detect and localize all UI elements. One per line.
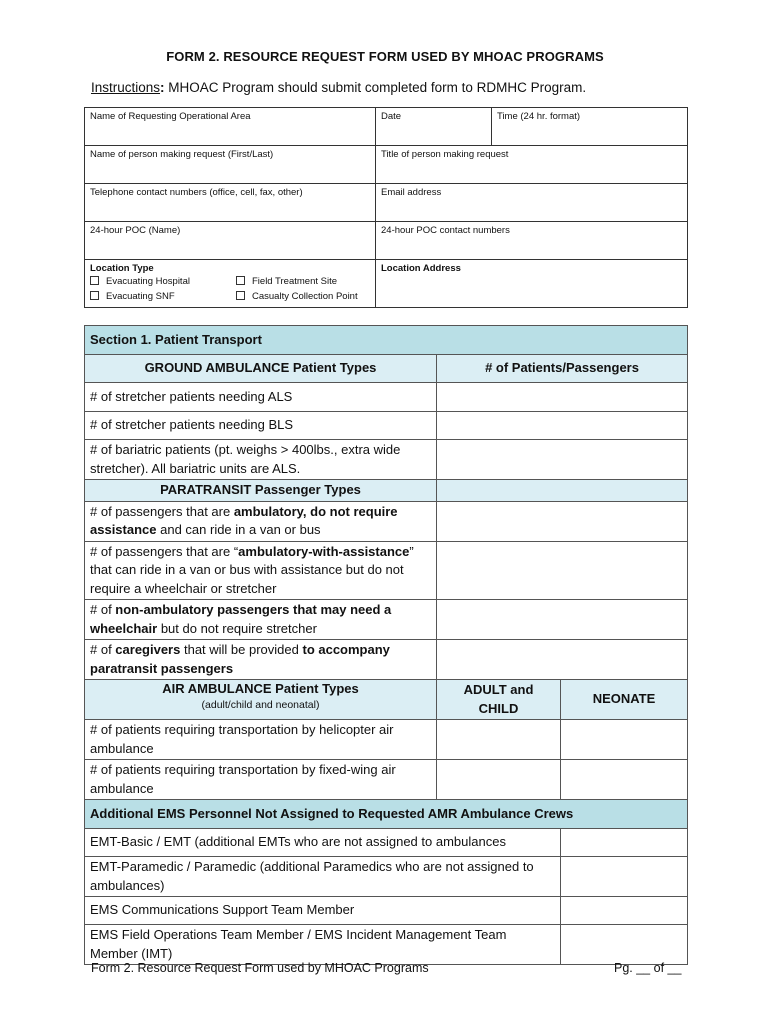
para-row-ambulatory: # of passengers that are ambulatory, do not require assistance and can ride in a van or bus (85, 501, 437, 541)
fixed-wing-adult-count[interactable] (437, 760, 561, 800)
para-caregivers-count[interactable] (437, 640, 688, 680)
ground-als-count[interactable] (437, 383, 688, 412)
patient-transport-table (84, 325, 688, 965)
neonate-header: NEONATE (561, 680, 688, 720)
ems-emt-count[interactable] (561, 829, 688, 857)
ground-bariatric-count[interactable] (437, 440, 688, 480)
ems-row-emt: EMT-Basic / EMT (additional EMTs who are not assigned to ambulances (85, 829, 561, 857)
paratransit-header: PARATRANSIT Passenger Types (85, 480, 437, 502)
location-type-label: Location Type (90, 263, 154, 274)
paratransit-header-fill (437, 480, 688, 502)
location-address-field[interactable]: Location Address (376, 260, 688, 308)
op-area-field[interactable]: Name of Requesting Operational Area (85, 108, 376, 146)
fixed-wing-neonate-count[interactable] (561, 760, 688, 800)
person-title-field[interactable]: Title of person making request (376, 146, 688, 184)
date-field[interactable]: Date (376, 108, 492, 146)
para-assistance-count[interactable] (437, 541, 688, 600)
form-title: FORM 2. RESOURCE REQUEST FORM USED BY MHOAC PROGRAMS (166, 49, 604, 64)
ground-header: GROUND AMBULANCE Patient Types (85, 355, 437, 383)
air-header: AIR AMBULANCE Patient Types (adult/child and neonatal) (85, 680, 437, 720)
time-field[interactable]: Time (24 hr. format) (492, 108, 688, 146)
ems-paramedic-count[interactable] (561, 857, 688, 897)
ems-row-paramedic: EMT-Paramedic / Paramedic (additional Paramedics who are not assigned to ambulances) (85, 857, 561, 897)
checkbox-evacuating-hospital[interactable]: Evacuating Hospital (90, 274, 236, 289)
person-name-field[interactable]: Name of person making request (First/Last) (85, 146, 376, 184)
ground-row-bls: # of stretcher patients needing BLS (85, 412, 437, 440)
ground-row-als: # of stretcher patients needing ALS (85, 383, 437, 412)
ground-row-bariatric: # of bariatric patients (pt. weighs > 400lbs., extra wide stretcher). All bariatric units are ALS. (85, 440, 437, 480)
poc-numbers-field[interactable]: 24-hour POC contact numbers (376, 222, 688, 260)
para-wheelchair-count[interactable] (437, 600, 688, 640)
footer-page-number: Pg. __ of __ (614, 961, 682, 975)
location-type-cell (85, 260, 376, 308)
email-field[interactable]: Email address (376, 184, 688, 222)
air-row-helicopter: # of patients requiring transportation by helicopter air ambulance (85, 720, 437, 760)
instructions (91, 80, 586, 95)
checkbox-field-treatment-site[interactable]: Field Treatment Site (236, 274, 337, 289)
count-header: # of Patients/Passengers (437, 355, 688, 383)
request-info-table (84, 107, 688, 308)
helicopter-adult-count[interactable] (437, 720, 561, 760)
ems-row-comms: EMS Communications Support Team Member (85, 897, 561, 925)
footer-form-name: Form 2. Resource Request Form used by MHOAC Programs (91, 961, 429, 975)
para-row-caregivers: # of caregivers that will be provided to accompany paratransit passengers (85, 640, 437, 680)
phone-field[interactable]: Telephone contact numbers (office, cell, fax, other) (85, 184, 376, 222)
instructions-label: Instructions (91, 80, 161, 95)
para-row-wheelchair: # of non-ambulatory passengers that may need a wheelchair but do not require stretcher (85, 600, 437, 640)
ems-comms-count[interactable] (561, 897, 688, 925)
ems-row-field-ops: EMS Field Operations Team Member / EMS Incident Management Team Member (IMT) (85, 925, 561, 965)
checkbox-evacuating-snf[interactable]: Evacuating SNF (90, 289, 236, 304)
ground-bls-count[interactable] (437, 412, 688, 440)
adult-child-header: ADULT and CHILD (437, 680, 561, 720)
para-row-assistance: # of passengers that are “ambulatory-with-assistance” that can ride in a van or bus with assistance but do not require a wheelchair or stretcher (85, 541, 437, 600)
ems-header: Additional EMS Personnel Not Assigned to Requested AMR Ambulance Crews (85, 800, 688, 829)
section1-title: Section 1. Patient Transport (85, 326, 688, 355)
ems-field-ops-count[interactable] (561, 925, 688, 965)
para-ambulatory-count[interactable] (437, 501, 688, 541)
instructions-colon: : (160, 80, 165, 95)
air-row-fixed-wing: # of patients requiring transportation by fixed-wing air ambulance (85, 760, 437, 800)
checkbox-casualty-collection-point[interactable]: Casualty Collection Point (236, 289, 358, 304)
poc-name-field[interactable]: 24-hour POC (Name) (85, 222, 376, 260)
helicopter-neonate-count[interactable] (561, 720, 688, 760)
instructions-text: MHOAC Program should submit completed form to RDMHC Program. (164, 80, 587, 95)
